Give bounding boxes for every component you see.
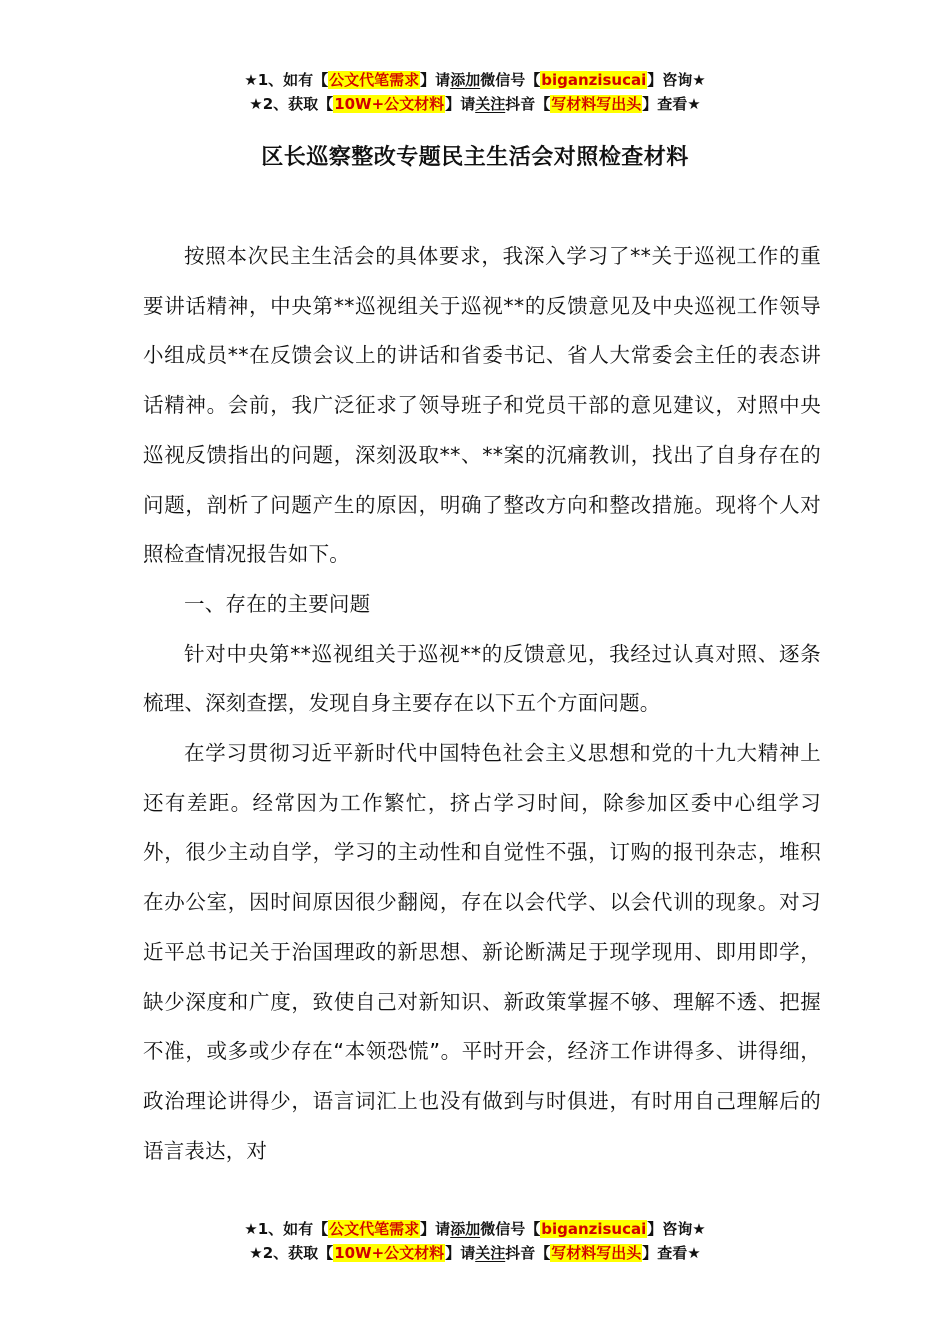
paragraph: 在学习贯彻习近平新时代中国特色社会主义思想和党的十九大精神上还有差距。经常因为工作繁忙，挤占学习时间，除参加区委中心组学习外，很少主动自学，学习的主动性和自觉性不强，订购的报刊杂志，堆积在办公室，因时间原因很少翻阅，存在以会代学、以会代训的现象。对习近平总书记关于治国理政的新思想、新论断满足于现学现用、即用即学，缺少深度和广度，致使自己对新知识、新政策掌握不够、理解不透、把握不准，或多或少存在“本领恐慌”。平时开会，经济工作讲得多、讲得细，政治理论讲得少，语言词汇上也没有做到与时俱进，有时用自己理解后的语言表达，对 <box>143 741 821 1163</box>
banner-text: 】咨询★ <box>647 71 706 89</box>
banner-line-2 <box>0 1241 950 1265</box>
highlight-wechat-id: biganzisucai <box>541 1220 647 1238</box>
banner-text: 】查看★ <box>642 1244 701 1262</box>
highlight-service: 公文代笔需求 <box>329 71 420 89</box>
banner-text: 】请 <box>420 1220 451 1238</box>
banner-line-2 <box>0 92 950 116</box>
highlight-materials: 10W+公文材料 <box>334 1244 445 1262</box>
banner-text: 】咨询★ <box>647 1220 706 1238</box>
highlight-douyin-account: 写材料写出头 <box>551 1244 642 1262</box>
document-body <box>143 232 821 1176</box>
banner-text-underlined: 添加 <box>450 1220 481 1238</box>
banner-text: ★1、如有【 <box>244 1220 329 1238</box>
banner-text-underlined: 添加 <box>450 71 481 89</box>
banner-text: 】请 <box>420 71 451 89</box>
highlight-douyin-account: 写材料写出头 <box>551 95 642 113</box>
banner-text: ★2、获取【 <box>249 1244 334 1262</box>
footer-banner <box>0 1217 950 1265</box>
paragraph: 针对中央第**巡视组关于巡视**的反馈意见，我经过认真对照、逐条梳理、深刻查摆，发现自身主要存在以下五个方面问题。 <box>143 641 821 716</box>
banner-text: ★2、获取【 <box>249 95 334 113</box>
highlight-materials: 10W+公文材料 <box>334 95 445 113</box>
banner-text: 】请 <box>445 1244 476 1262</box>
banner-text: 】请 <box>445 95 476 113</box>
banner-text: 微信号【 <box>480 71 541 89</box>
banner-line-1 <box>0 68 950 92</box>
banner-text: 微信号【 <box>480 1220 541 1238</box>
highlight-service: 公文代笔需求 <box>329 1220 420 1238</box>
banner-text-underlined: 关注 <box>475 1244 506 1262</box>
banner-text: 抖音【 <box>505 95 551 113</box>
banner-text: ★1、如有【 <box>244 71 329 89</box>
paragraph: 按照本次民主生活会的具体要求，我深入学习了**关于巡视工作的重要讲话精神，中央第**巡视组关于巡视**的反馈意见及中央巡视工作领导小组成员**在反馈会议上的讲话和省委书记、省人大常委会主任的表态讲话精神。会前，我广泛征求了领导班子和党员干部的意见建议，对照中央巡视反馈指出的问题，深刻汲取**、**案的沉痛教训，找出了自身存在的问题，剖析了问题产生的原因，明确了整改方向和整改措施。现将个人对照检查情况报告如下。 <box>143 244 821 567</box>
banner-line-1 <box>0 1217 950 1241</box>
highlight-wechat-id: biganzisucai <box>541 71 647 89</box>
header-banner <box>0 68 950 116</box>
document-title: 区长巡察整改专题民主生活会对照检查材料 <box>261 145 689 170</box>
banner-text-underlined: 关注 <box>475 95 506 113</box>
section-heading: 一、存在的主要问题 <box>184 591 371 616</box>
banner-text: 】查看★ <box>642 95 701 113</box>
banner-text: 抖音【 <box>505 1244 551 1262</box>
